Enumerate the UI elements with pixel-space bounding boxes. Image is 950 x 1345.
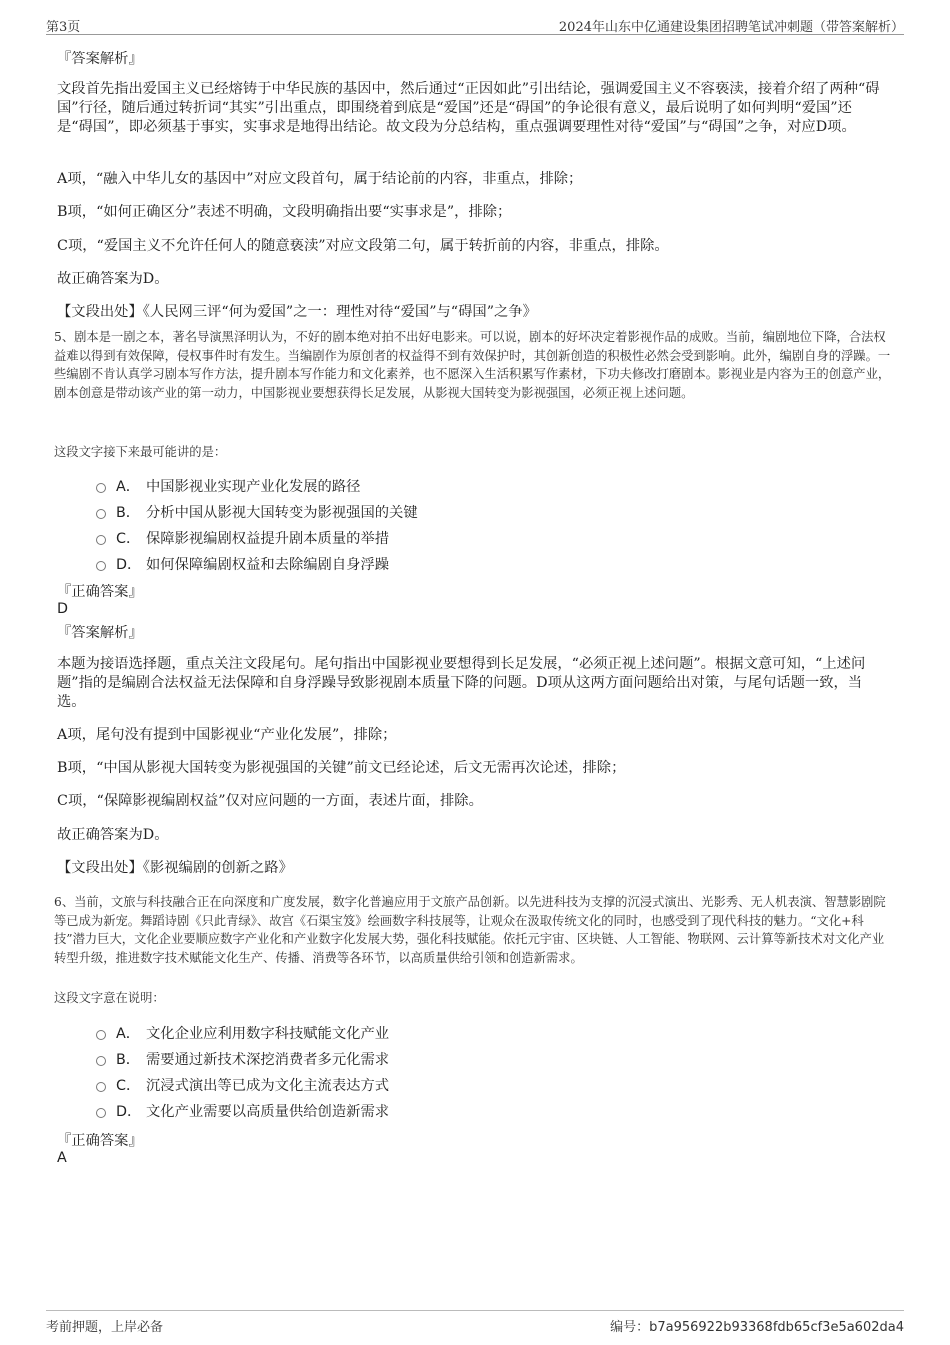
- q5-analysis-text: 本题为接语选择题，重点关注文段尾句。尾句指出中国影视业要想得到长足发展，“必须正视上述问题”。根据文意可知，“上述问题”指的是编剧合法权益无法保障和自身浮躁导致影视剧本质量下降的问题。D项从这两方面问题给出对策，与尾句话题一致，当选。: [57, 656, 866, 710]
- q5-conclusion: 故正确答案为D。: [57, 827, 169, 843]
- radio-icon[interactable]: [96, 1030, 106, 1040]
- page-footer: [46, 1310, 904, 1335]
- q6-correct-answer: A: [57, 1150, 67, 1166]
- q4-analysis-text: 文段首先指出爱国主义已经熔铸于中华民族的基因中，然后通过“正因如此”引出结论，强调爱国主义不容亵渎，接着介绍了两种“碍国”行径，随后通过转折词“其实”引出重点，即围绕着到底是“爱国”还是“碍国”的争论很有意义，最后说明了如何判明“爱国”还是“碍国”，即必须基于事实，实事求是地得出结论。故文段为分总结构，重点强调要理性对待“爱国”与“碍国”之争，对应D项。: [57, 81, 880, 135]
- q6-answer-label: 『正确答案』: [57, 1133, 143, 1149]
- q6-option-b[interactable]: B． 需要通过新技术深挖消费者多元化需求: [96, 1049, 389, 1069]
- q6-question-text: 6、当前，文旅与科技融合正在向深度和广度发展，数字化普遍应用于文旅产品创新。以先进科技为支撑的沉浸式演出、光影秀、无人机表演、智慧影剧院等已成为新宠。舞蹈诗剧《只此青绿》、故宫《石渠宝笈》绘画数字科技展等，让观众在汲取传统文化的同时，也感受到了现代科技的魅力。“文化+科技”潜力巨大，文化企业要顺应数字产业化和产业数字化发展大势，强化科技赋能。依托元宇宙、区块链、人工智能、物联网、云计算等新技术对文化产业转型升级，推进数字技术赋能文化生产、传播、消费等各环节，以高质量供给引领和创造新需求。: [54, 895, 886, 965]
- q4-option-c-explanation: C项，“爱国主义不允许任何人的随意亵渎”对应文段第二句，属于转折前的内容，非重点，排除。: [57, 238, 669, 254]
- document-title: 2024年山东中亿通建设集团招聘笔试冲刺题（带答案解析）: [558, 20, 904, 35]
- radio-icon[interactable]: [96, 483, 106, 493]
- radio-icon[interactable]: [96, 561, 106, 571]
- q4-option-a-explanation: A项，“融入中华儿女的基因中”对应文段首句，属于结论前的内容，非重点，排除；: [57, 171, 583, 187]
- radio-icon[interactable]: [96, 535, 106, 545]
- q5-option-c-explanation: C项，“保障影视编剧权益”仅对应问题的一方面，表述片面，排除。: [57, 793, 483, 809]
- q5-answer-label: 『正确答案』: [57, 584, 143, 600]
- q4-source: 【文段出处】《人民网三评“何为爱国”之一：理性对待“爱国”与“碍国”之争》: [57, 304, 537, 320]
- q6-option-a[interactable]: A． 文化企业应利用数字科技赋能文化产业: [96, 1023, 389, 1043]
- q5-analysis-label: 『答案解析』: [57, 625, 143, 641]
- q5-question-text: 5、剧本是一剧之本，著名导演黑泽明认为，不好的剧本绝对拍不出好电影来。可以说，剧本的好坏决定着影视作品的成败。当前，编剧地位下降，合法权益难以得到有效保障，侵权事件时有发生。当编剧作为原创者的权益得不到有效保护时，其创新创造的积极性必然会受到影响。此外，编剧自身的浮躁。一些编剧不肯认真学习剧本写作方法，提升剧本写作能力和文化素养，也不愿深入生活积累写作素材，下功夫修改打磨剧本。影视业是内容为王的创意产业，剧本创意是带动该产业的第一动力，中国影视业要想获得长足发展，从影视大国转变为影视强国，必须正视上述问题。: [54, 330, 891, 400]
- q4-option-b-explanation: B项，“如何正确区分”表述不明确，文段明确指出要“实事求是”，排除；: [57, 204, 512, 220]
- q6-option-d[interactable]: D． 文化产业需要以高质量供给创造新需求: [96, 1101, 389, 1121]
- q4-conclusion: 故正确答案为D。: [57, 271, 169, 287]
- q5-option-b[interactable]: B． 分析中国从影视大国转变为影视强国的关键: [96, 502, 418, 522]
- q5-option-a-explanation: A项，尾句没有提到中国影视业“产业化发展”，排除；: [57, 727, 397, 743]
- footer-slogan: 考前押题，上岸必备: [46, 1320, 164, 1335]
- q5-option-d[interactable]: D． 如何保障编剧权益和去除编剧自身浮躁: [96, 554, 389, 574]
- radio-icon[interactable]: [96, 1082, 106, 1092]
- q6-option-c[interactable]: C． 沉浸式演出等已成为文化主流表达方式: [96, 1075, 389, 1095]
- page-number: 第3页: [46, 20, 81, 35]
- q5-correct-answer: D: [57, 601, 69, 617]
- q6-prompt: 这段文字意在说明：: [54, 991, 165, 1005]
- q4-analysis-label: 『答案解析』: [57, 51, 143, 67]
- radio-icon[interactable]: [96, 1056, 106, 1066]
- document-code: 编号：b7a956922b93368fdb65cf3e5a602da4: [610, 1320, 904, 1335]
- radio-icon[interactable]: [96, 509, 106, 519]
- radio-icon[interactable]: [96, 1108, 106, 1118]
- q5-option-c[interactable]: C． 保障影视编剧权益提升剧本质量的举措: [96, 528, 389, 548]
- q5-option-a[interactable]: A． 中国影视业实现产业化发展的路径: [96, 476, 360, 496]
- q5-option-b-explanation: B项，“中国从影视大国转变为影视强国的关键”前文已经论述，后文无需再次论述，排除；: [57, 760, 626, 776]
- q5-source: 【文段出处】《影视编剧的创新之路》: [57, 860, 293, 876]
- page-header: [46, 14, 904, 35]
- q5-prompt: 这段文字接下来最可能讲的是：: [54, 445, 227, 459]
